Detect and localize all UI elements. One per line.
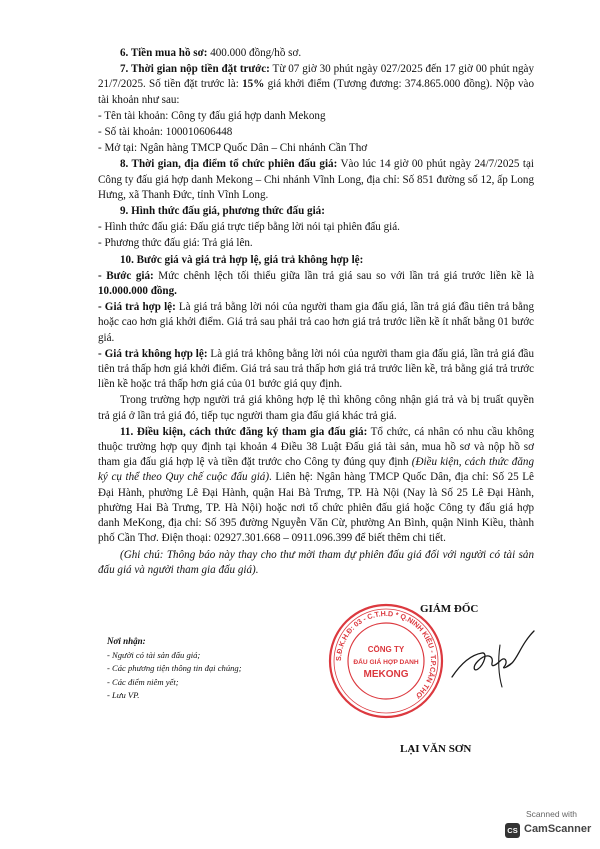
- section-11-label: 11. Điều kiện, cách thức đăng ký tham gia đấu giá:: [120, 425, 368, 438]
- section-7: [98, 62, 534, 108]
- bid-step-text: Mức chênh lệch tối thiểu giữa lần trả giá sau so với lần trả giá trước liền kề là: [153, 269, 534, 282]
- camscanner-watermark: [505, 809, 595, 845]
- valid-bid-label: - Giá trả hợp lệ:: [98, 301, 176, 314]
- section-7-text-1: Từ 07 giờ 30 phút ngày 027/2025 đến 17 giờ 00 phút ngày 21/7/2025. Số tiền đặt trước là:: [98, 63, 534, 91]
- invalid-bid: [98, 347, 534, 393]
- recipient-item: - Lưu VP.: [107, 689, 140, 700]
- account-bank: - Mở tại: Ngân hàng TMCP Quốc Dân – Chi nhánh Cần Thơ: [98, 142, 368, 155]
- recipient-item: - Các điểm niêm yết;: [107, 676, 179, 687]
- director-title: GIÁM ĐỐC: [420, 603, 479, 615]
- section-10-label: 10. Bước giá và giá trả hợp lệ, giá trả không hợp lệ:: [120, 253, 364, 266]
- signer-name: LẠI VĂN SƠN: [400, 743, 472, 755]
- bid-step: [98, 269, 534, 299]
- camscanner-brand: CamScanner: [524, 823, 592, 835]
- company-seal: [327, 602, 445, 720]
- signature-graphic: [448, 625, 538, 695]
- section-9-label: 9. Hình thức đấu giá, phương thức đấu giá:: [120, 205, 325, 218]
- section-11-text-1: Tổ chức, cá nhân có nhu cầu không thuộc trường hợp quy định tại khoản 4 Điều 38 Luật Đấu giá tài sản, mua hồ sơ và nộp hồ sơ tham gia đấu giá hợp lệ và tiền đặt trước cho Công ty đúng quy định: [98, 425, 534, 469]
- camscanner-logo-icon: CS: [505, 823, 520, 838]
- section-7-label: 7. Thời gian nộp tiền đặt trước:: [120, 63, 270, 76]
- section-11-italic: (Điều kiện, cách thức đăng ký cụ thể theo Quy chế cuộc đấu giá): [98, 456, 534, 484]
- bid-step-label: - Bước giá:: [98, 269, 154, 282]
- invalid-bid-label: - Giá trả không hợp lệ:: [98, 347, 208, 360]
- document-body: [98, 46, 534, 579]
- invalid-bid-note: Trong trường hợp người trả giá không hợp lệ thì không công nhận giá trả và bị truất quyền trả giá ở lần trả giá đó, tiếp tục người tham gia đấu giá khác trả giá.: [98, 394, 534, 422]
- seal-line-3: MEKONG: [363, 669, 409, 680]
- bid-step-amount: 10.000.000 đồng.: [98, 285, 177, 298]
- section-6-text: 400.000 đồng/hồ sơ.: [207, 47, 302, 59]
- section-8-text: Vào lúc 14 giờ 00 phút ngày 24/7/2025 tại Công ty đấu giá hợp danh Mekong – Chi nhánh Vĩnh Long, địa chỉ: Số 851 đường số 12, ấp Long Hưng, xã Thanh Đức, tỉnh Vĩnh Long.: [98, 158, 534, 201]
- handwritten-signature: [448, 625, 538, 695]
- valid-bid: [98, 300, 534, 346]
- section-8: [98, 157, 534, 203]
- valid-bid-text: Là giá trả bằng lời nói của người tham gia đấu giá, lần trả giá đầu tiên trả bằng hoặc cao hơn giá khởi điểm. Giá trả sau phải trả cao hơn giá trả trước liền kề ít nhất bằng 01 bước giá.: [98, 301, 534, 344]
- recipients-block: [107, 635, 327, 702]
- account-number: - Số tài khoản: 100010606448: [98, 126, 233, 139]
- scanned-with-label: Scanned with: [526, 809, 578, 819]
- section-11: [98, 425, 534, 547]
- document-note: (Ghi chú: Thông báo này thay cho thư mời tham dự phiên đấu giá đối với người có tài sản đấu giá và người tham gia đấu giá).: [98, 548, 534, 576]
- seal-line-2: ĐẤU GIÁ HỢP DANH: [353, 659, 419, 666]
- account-name: - Tên tài khoản: Công ty đấu giá hợp danh Mekong: [98, 109, 326, 122]
- section-7-text-2: giá khởi điểm (Tương đương: 374.865.000 đồng). Nộp vào tài khoản như sau:: [98, 78, 535, 106]
- seal-line-1: CÔNG TY: [367, 645, 405, 654]
- seal-graphic: [327, 602, 445, 720]
- section-11-text-2: . Liên hệ: Ngân hàng TMCP Quốc Dân, địa chỉ: Số 25 Lê Đại Hành, phường Lê Đại Hành, quận Hai Bà Trưng, TP. Hà Nội (Nay là Số 25 Lê Đại Hành, phường Hai Bà Trưng, TP. Hà Nội) hoặc nơi tổ chức phiên đấu giá hoặc Công ty đấu giá hợp danh MeKong, địa chỉ: Số 395 đường Nguyễn Văn Cừ, phường An Bình, quận Ninh Kiều, thành phố Cần Thơ. Điện thoại: 02927.301.668 – 0911.096.399 để biết thêm chi tiết.: [98, 471, 534, 545]
- section-6: [98, 46, 534, 61]
- auction-method: - Phương thức đấu giá: Trả giá lên.: [98, 237, 253, 250]
- seal-ring-text: S.Đ.K.H.Đ: 03 - C.T.H.D * Q.NINH KIỀU - T.P.CẦN THƠ: [333, 608, 439, 701]
- auction-form: - Hình thức đấu giá: Đấu giá trực tiếp bằng lời nói tại phiên đấu giá.: [98, 221, 400, 234]
- recipients-heading: Nơi nhận:: [107, 636, 146, 646]
- invalid-bid-text: Là giá trả không bằng lời nói của người tham gia đấu giá, lần trả giá đầu tiên trả thấp hơn giá khởi điểm. Giá trả sau trả thấp hơn giá trả trước liền kề, trả bằng giá trả trước liền kề hoặc trả thấp hơn giá của 01 bước giá quy định.: [98, 347, 534, 391]
- section-7-percent: 15%: [242, 78, 265, 91]
- recipient-item: - Các phương tiện thông tin đại chúng;: [107, 663, 242, 674]
- recipient-item: - Người có tài sản đấu giá;: [107, 650, 201, 661]
- section-6-label: 6. Tiền mua hồ sơ:: [120, 47, 208, 59]
- section-8-label: 8. Thời gian, địa điểm tổ chức phiên đấu giá:: [120, 158, 338, 171]
